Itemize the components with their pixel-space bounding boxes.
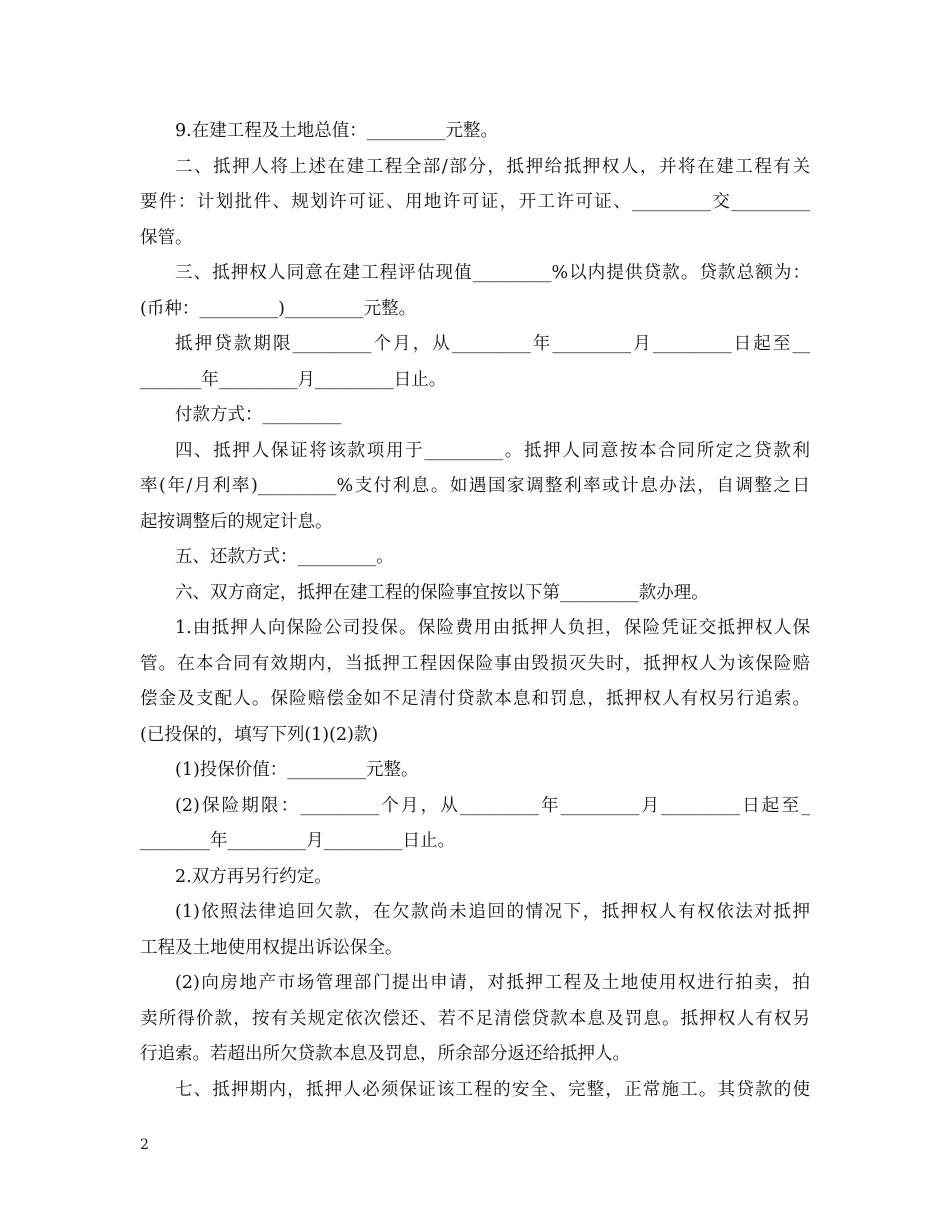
text-line: 六、双方商定，抵押在建工程的保险事宜按以下第_________款办理。 [175,583,709,603]
text-line: 卖所得价款，按有关规定依次偿还、若不足清偿贷款本息及罚息。抵押权人有权另 [140,1009,810,1029]
text-line: 七、抵押期内，抵押人必须保证该工程的安全、完整，正常施工。其贷款的使 [175,1080,810,1100]
text-line: 管。在本合同有效期内，当抵押工程因保险事由毁损灭失时，抵押权人为该保险赔 [140,654,810,674]
text-line: 工程及土地使用权提出诉讼保全。 [140,938,403,958]
text-line: 2.双方再另行约定。 [175,867,332,887]
text-line: (1)依照法律追回欠款，在欠款尚未追回的情况下，抵押权人有权依法对抵押 [175,902,810,922]
text-line: (1)投保价值：_________元整。 [175,760,419,780]
text-line: 四、抵押人保证将该款项用于_________。抵押人同意按本合同所定之贷款利 [175,441,810,461]
text-line: 起按调整后的规定计息。 [140,512,333,532]
text-line: (已投保的，填写下列(1)(2)款) [140,725,379,745]
text-line: _______年_________月_________日止。 [140,370,447,390]
text-line: (币种：_________)_________元整。 [140,299,417,319]
text-line: 行追索。若超出所欠贷款本息及罚息，所余部分返还给抵押人。 [140,1044,630,1064]
text-line: 三、抵押权人同意在建工程评估现值_________%以内提供贷款。贷款总额为： [175,263,810,283]
text-line: (2)向房地产市场管理部门提出申请，对抵押工程及土地使用权进行拍卖，拍 [175,973,810,993]
text-line: 抵押贷款期限_________个月，从_________年_________月_________日起至__ [175,334,810,354]
page-number: 2 [140,1137,149,1153]
text-line: 1.由抵押人向保险公司投保。保险费用由抵押人负担，保险凭证交抵押权人保 [175,618,810,638]
text-line: 要件：计划批件、规划许可证、用地许可证，开工许可证、_________交_________ [140,192,810,212]
text-line: 偿金及支配人。保险赔偿金如不足清付贷款本息和罚息，抵押权人有权另行追索。 [140,689,810,709]
text-line: (2)保险期限：_________个月，从_________年_________月_________日起至_ [175,796,810,816]
text-line: 9.在建工程及土地总值：_________元整。 [175,121,498,141]
text-line: 五、还款方式：_________。 [175,547,394,567]
text-line: 付款方式：_________ [175,405,342,425]
text-line: 率(年/月利率)_________%支付利息。如遇国家调整利率或计息办法，自调整之日 [140,476,810,496]
text-line: 保管。 [140,228,193,248]
text-line: ________年_________月_________日止。 [140,831,455,851]
text-line: 二、抵押人将上述在建工程全部/部分，抵押给抵押权人，并将在建工程有关 [175,157,810,177]
